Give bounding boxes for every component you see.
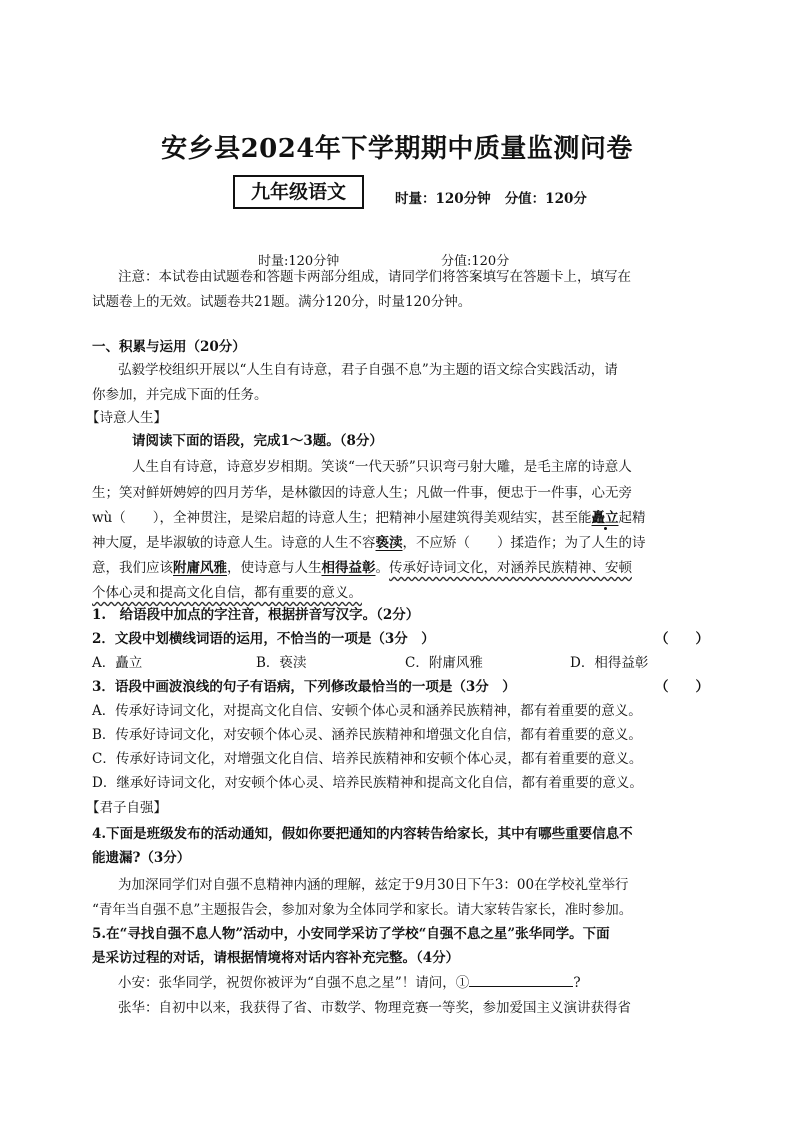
question-3-option-c: C．传承好诗词文化，对增强文化自信、培养民族精神和安顿个体心灵，都有着重要的意义。 bbox=[92, 751, 643, 767]
passage-text: 。 bbox=[375, 560, 389, 576]
time-label: 时量：120分钟 bbox=[395, 191, 491, 207]
wavy-sentence-part-2: 个体心灵和提高文化自信，都有重要的意义。 bbox=[92, 585, 362, 601]
question-2-answer-paren: （ ） bbox=[655, 631, 709, 647]
notice-line-1: 注意：本试卷由试题卷和答题卡两部分组成，请同学们将答案填写在答题卡上，填写在 bbox=[118, 269, 631, 285]
question-4-line-2: 能遗漏?（3分） bbox=[92, 850, 191, 866]
activity-notice-line-1: 为加深同学们对自强不息精神内涵的理解，兹定于9月30日下午3：00在学校礼堂举行 bbox=[118, 877, 629, 893]
passage-line-5 bbox=[92, 556, 632, 581]
question-3-option-a: A．传承好诗词文化，对提高文化自信、安顿个体心灵和涵养民族精神，都有着重要的意义。 bbox=[92, 703, 642, 719]
answer-blank-1[interactable] bbox=[469, 972, 573, 987]
notice-line-2: 试题卷上的无效。试题卷共21题。满分120分，时量120分钟。 bbox=[92, 294, 472, 310]
section-heading: 一、积累与运用（20分） bbox=[92, 339, 246, 355]
dialog-text: ? bbox=[573, 975, 581, 991]
dialog-line-1 bbox=[118, 971, 581, 996]
question-2-option-b: B．亵渎 bbox=[256, 655, 307, 671]
passage-line-2: 生；笑对鲜妍娉婷的四月芳华，是林徽因的诗意人生；凡做一件事，便忠于一件事，心无旁 bbox=[92, 485, 632, 501]
passage-line-1: 人生自有诗意，诗意岁岁相期。笑谈“一代天骄”只识弯弓射大雕，是毛主席的诗意人 bbox=[132, 459, 632, 475]
question-3: 3．语段中画波浪线的句子有语病，下列修改最恰当的一项是（3分 ） bbox=[92, 679, 516, 695]
pinyin-blank: wù（ ） bbox=[92, 510, 160, 526]
passage-text: 起精 bbox=[618, 510, 646, 526]
subject-box: 九年级语文 bbox=[233, 175, 364, 209]
passage-text: 意，我们应该 bbox=[92, 560, 173, 576]
subsection-self-improvement: 【君子自强】 bbox=[86, 800, 167, 816]
underlined-word-xiedu: 亵渎 bbox=[375, 535, 403, 551]
passage-line-3 bbox=[92, 506, 646, 531]
passage-text: ，使诗意与人生 bbox=[227, 560, 322, 576]
page-title: 安乡县2024年下学期期中质量监测问卷 bbox=[161, 134, 633, 164]
question-5-line-1: 5.在“寻找自强不息人物”活动中，小安同学采访了学校“自强不息之星”张华同学。下面 bbox=[92, 926, 610, 942]
passage-text: ，全神贯注，是梁启超的诗意人生；把精神小屋建筑得美观结实，甚至能 bbox=[159, 510, 592, 526]
exam-time-info bbox=[395, 187, 587, 207]
question-2-option-d: D．相得益彰 bbox=[570, 655, 649, 671]
meta-score: 分值:120分 bbox=[441, 254, 510, 269]
dialog-text: 小安：张华同学，祝贺你被评为“自强不息之星”！请问，① bbox=[118, 975, 470, 991]
question-5-line-2: 是采访过程的对话，请根据情境将对话内容补充完整。（4分） bbox=[92, 950, 460, 966]
underlined-word-fuyong: 附庸风雅 bbox=[173, 560, 227, 576]
underlined-word-xiangde: 相得益彰 bbox=[321, 560, 376, 576]
question-3-option-b: B．传承好诗词文化，对安顿个体心灵、涵养民族精神和增强文化自信，都有着重要的意义。 bbox=[92, 727, 642, 743]
passage-instruction: 请阅读下面的语段，完成1～3题。（8分） bbox=[132, 433, 383, 449]
subsection-poetic-life: 【诗意人生】 bbox=[86, 410, 167, 426]
underlined-word-chuli: 矗立 bbox=[591, 510, 619, 526]
question-2: 2．文段中划横线词语的运用，不恰当的一项是（3分 ） bbox=[92, 631, 435, 647]
passage-line-4 bbox=[92, 531, 646, 556]
question-3-answer-paren: （ ） bbox=[655, 679, 709, 695]
question-4-line-1: 4.下面是班级发布的活动通知，假如你要把通知的内容转告给家长，其中有哪些重要信息不 bbox=[92, 826, 633, 842]
score-label: 分值：120分 bbox=[504, 191, 587, 207]
dialog-line-2: 张华：自初中以来，我获得了省、市数学、物理竞赛一等奖，参加爱国主义演讲获得省 bbox=[118, 1000, 631, 1016]
activity-notice-line-2: “青年当自强不息”主题报告会，参加对象为全体同学和家长。请大家转告家长，准时参加。 bbox=[92, 902, 633, 918]
question-2-option-c: C．附庸风雅 bbox=[405, 655, 483, 671]
question-3-option-d: D．继承好诗词文化，对安顿个体心灵、培养民族精神和提高文化自信，都有着重要的意义。 bbox=[92, 775, 643, 791]
intro-line-1: 弘毅学校组织开展以“人生自有诗意，君子自强不息”为主题的语文综合实践活动，请 bbox=[118, 362, 618, 378]
question-2-option-a: A．矗立 bbox=[92, 655, 143, 671]
question-1: 1. 给语段中加点的字注音，根据拼音写汉字。（2分） bbox=[92, 607, 420, 623]
wavy-sentence-part-1: 传承好诗词文化，对涵养民族精神、安顿 bbox=[389, 560, 632, 576]
intro-line-2: 你参加，并完成下面的任务。 bbox=[92, 387, 268, 403]
passage-text: 神大厦，是毕淑敏的诗意人生。诗意的人生不容 bbox=[92, 535, 376, 551]
meta-time: 时量:120分钟 bbox=[258, 254, 340, 269]
passage-text: ，不应矫（ ）揉造作；为了人生的诗 bbox=[402, 535, 646, 551]
